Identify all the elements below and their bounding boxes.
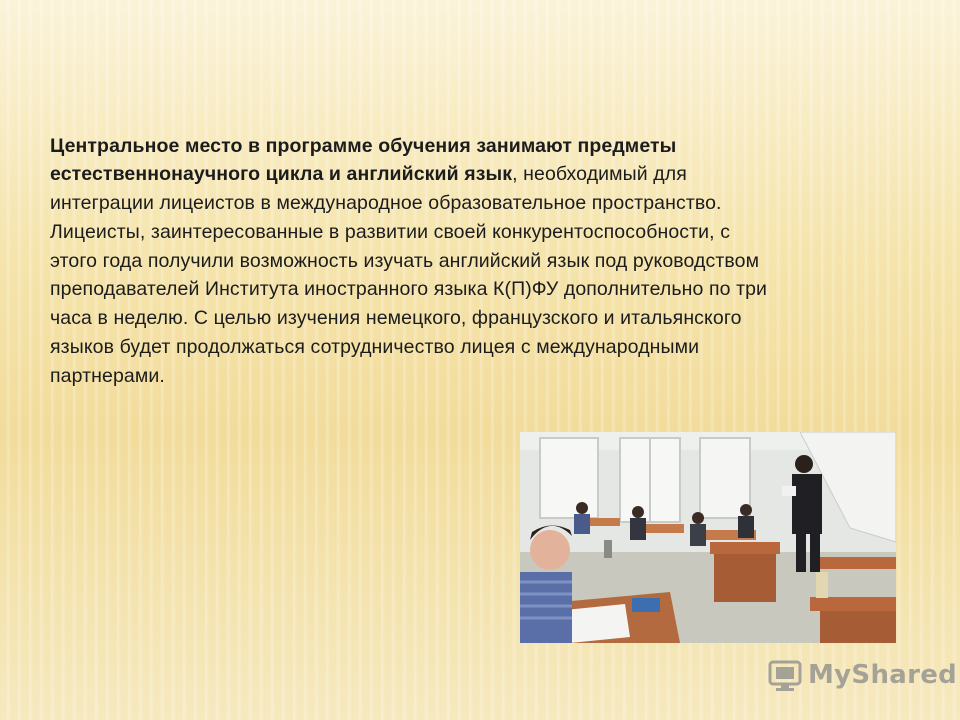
classroom-photo-image — [520, 432, 896, 643]
body-paragraph-regular: , необходимый для интеграции лицеистов в международное образовательное пространство. Лицеисты, заинтересованные в развитии своей конкурентоспособности, с этого года получили возможность изучать английский язык под руководством преподавателей Института иностранного языка К(П)ФУ дополнительно по три часа в неделю. С целью изучения немецкого, французского и итальянского языков будет продолжаться сотрудничество лицея с международными партнерами. — [50, 163, 768, 387]
watermark-text: MyShared — [808, 660, 958, 690]
mobile-screen-icon — [768, 658, 802, 692]
body-paragraph-bold: Центральное место в программе обучения занимают предметы естественнонаучного цикла и английский язык — [50, 134, 677, 186]
body-paragraph — [50, 132, 780, 391]
classroom-photo — [520, 432, 896, 643]
myshared-watermark[interactable] — [768, 656, 957, 694]
